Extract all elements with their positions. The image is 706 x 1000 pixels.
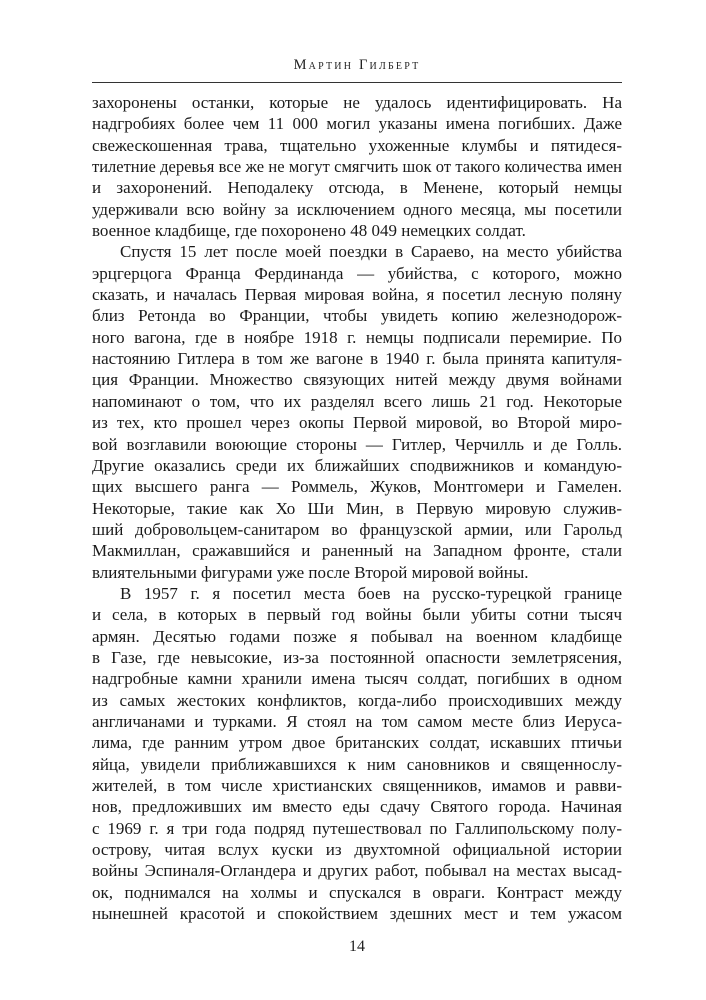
text-line: англичанами и турками. Я стоял на том самом месте близ Иеруса-: [92, 711, 622, 731]
text-line: ция Франции. Множество связующих нитей между двумя войнами: [92, 370, 622, 390]
text-line: и захоронений. Неподалеку отсюда, в Менене, который немцы: [92, 178, 622, 198]
paragraph-2: [92, 241, 622, 583]
text-line: нов, предложивших им вместо еды сдачу Святого города. Начиная: [92, 797, 622, 817]
paragraph-3: [92, 583, 622, 925]
text-line: надгробные камни хранили имена тысяч солдат, погибших в одном: [92, 669, 622, 689]
text-line: из самых жестоких конфликтов, когда-либо происходивших между: [92, 690, 622, 710]
text-line: сказать, и началась Первая мировая война, я посетил лесную поляну: [92, 285, 622, 305]
text-line: В 1957 г. я посетил места боев на русско-турецкой границе: [120, 583, 622, 603]
text-line: Спустя 15 лет после моей поездки в Сараево, на место убийства: [120, 242, 622, 262]
text-line: захоронены останки, которые не удалось идентифицировать. На: [92, 93, 622, 112]
header-rule: [92, 82, 622, 83]
text-line: эрцгерцога Франца Фердинанда — убийства, с которого, можно: [92, 263, 622, 283]
text-line: Другие оказались среди их ближайших сподвижников и командую-: [92, 455, 622, 475]
text-line: жителей, в том числе христианских священников, имамов и равви-: [92, 776, 622, 795]
text-line: лима, где ранним утром двое британских солдат, искавших птичьи: [92, 733, 622, 753]
text-line: Макмиллан, сражавшийся и раненный на Западном фронте, стали: [92, 541, 622, 561]
text-line: из тех, кто прошел через окопы Первой мировой, во Второй миро-: [92, 413, 622, 433]
page-number: 14: [349, 938, 365, 955]
body-text: [92, 92, 622, 924]
text-line: с 1969 г. я три года подряд путешествовал по Галлипольскому полу-: [92, 818, 622, 838]
text-line: тилетние деревья все же не могут смягчить шок от такого количества имен: [92, 157, 622, 177]
text-line: удерживали всю войну за исключением одного месяца, мы посетили: [92, 199, 622, 219]
paragraph-1: [92, 92, 622, 241]
text-line: свежескошенная трава, тщательно ухоженные клумбы и пятидеся-: [92, 135, 622, 155]
text-line: ший добровольцем-санитаром во французской армии, или Гарольд: [92, 519, 622, 539]
text-line: Некоторые, такие как Хо Ши Мин, в Первую мировую служив-: [92, 498, 622, 518]
text-line: настоянию Гитлера в том же вагоне в 1940 г. была принята капитуля-: [92, 349, 622, 369]
text-line: нынешней красотой и спокойствием здешних мест и тем ужасом: [92, 904, 622, 924]
text-line: вой возглавили воюющие стороны — Гитлер, Черчилль и де Голль.: [92, 434, 622, 454]
text-line: военное кладбище, где похоронено 48 049 немецких солдат.: [92, 221, 526, 241]
text-line: острову, читая вслух куски из двухтомной официальной истории: [92, 840, 622, 860]
text-line: напоминают о том, что их разделял всего лишь 21 год. Некоторые: [92, 391, 622, 411]
text-line: в Газе, где невысокие, из-за постоянной опасности землетрясения,: [92, 647, 622, 667]
text-line: ок, поднимался на холмы и спускался в овраги. Контраст между: [92, 882, 622, 902]
text-line: надгробиях более чем 11 000 могил указаны имена погибших. Даже: [92, 114, 622, 134]
text-line: войны Эспиналя-Огландера и других работ, побывал на местах высад-: [92, 861, 622, 881]
text-line: и села, в которых в первый год войны были убиты сотни тысяч: [92, 605, 622, 625]
text-line: близ Ретонда во Франции, чтобы увидеть копию железнодорож-: [92, 306, 622, 326]
running-head-title: Мартин Гилберт: [293, 57, 421, 73]
text-line: щих высшего ранга — Роммель, Жуков, Монтгомери и Гамелен.: [92, 477, 622, 497]
text-line: ного вагона, где в ноябре 1918 г. немцы подписали перемирие. По: [92, 327, 622, 347]
text-line: яйца, увидели приближавшихся к ним сановников и священнослу-: [92, 754, 622, 774]
text-line: армян. Десятью годами позже я побывал на военном кладбище: [92, 626, 622, 646]
text-line: влиятельными фигурами уже после Второй мировой войны.: [92, 562, 529, 582]
